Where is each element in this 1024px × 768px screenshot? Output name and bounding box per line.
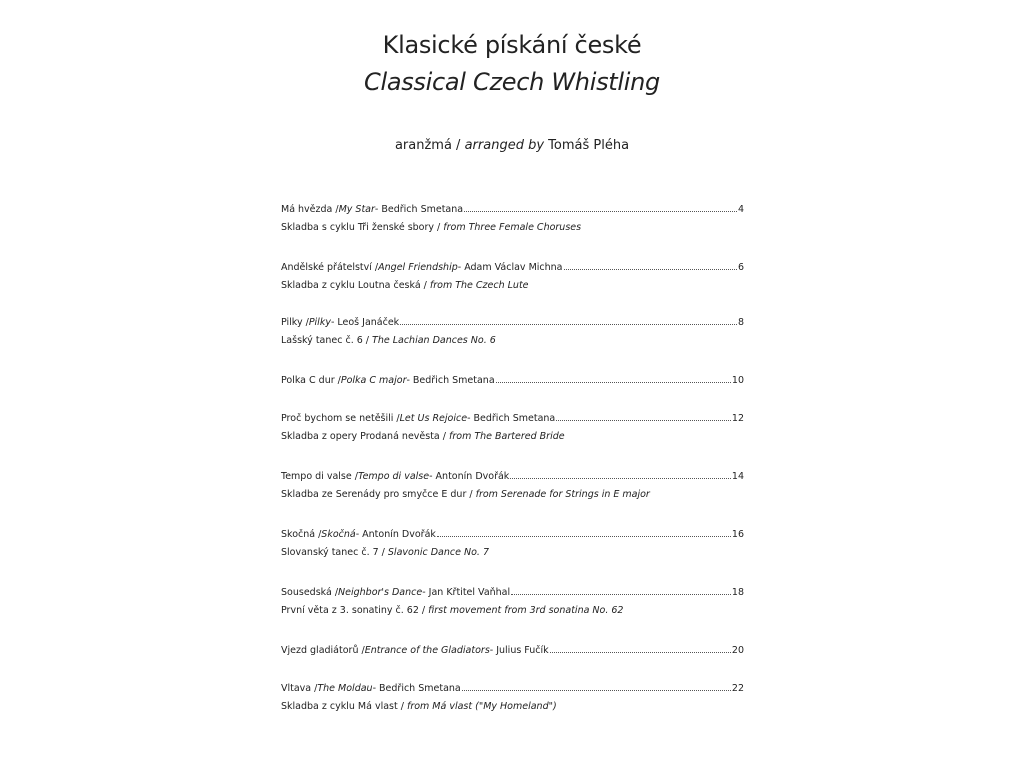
dot-leader bbox=[437, 536, 731, 537]
toc-composer: - Antonín Dvořák bbox=[429, 471, 510, 482]
toc-page-number: 22 bbox=[731, 683, 744, 694]
toc-title-line bbox=[281, 316, 744, 329]
dot-leader bbox=[464, 211, 737, 212]
toc-entry bbox=[281, 528, 744, 559]
toc-subtitle bbox=[281, 546, 744, 559]
toc-subtitle-czech: Skladba ze Serenády pro smyčce E dur / bbox=[281, 489, 476, 500]
toc-title-english: Skočná bbox=[321, 529, 356, 540]
toc-subtitle bbox=[281, 279, 744, 292]
toc-title-czech: Pilky / bbox=[281, 317, 309, 328]
toc-composer: - Adam Václav Michna bbox=[457, 262, 563, 273]
toc-page-number: 10 bbox=[731, 375, 744, 386]
toc-subtitle-czech: Skladba z cyklu Má vlast / bbox=[281, 701, 407, 712]
title-english: Classical Czech Whistling bbox=[364, 68, 660, 96]
toc-title-line bbox=[281, 528, 744, 541]
toc-page-number: 6 bbox=[737, 262, 744, 273]
toc-title-english: Let Us Rejoice bbox=[399, 413, 468, 424]
toc-subtitle bbox=[281, 700, 744, 713]
toc-subtitle-czech: Skladba z cyklu Loutna česká / bbox=[281, 280, 430, 291]
toc-title-czech: Vjezd gladiátorů / bbox=[281, 645, 365, 656]
toc-page-number: 12 bbox=[731, 413, 744, 424]
toc-subtitle bbox=[281, 488, 744, 501]
toc-page-number: 4 bbox=[737, 204, 744, 215]
toc-title-line bbox=[281, 261, 744, 274]
toc-subtitle-czech: První věta z 3. sonatiny č. 62 / bbox=[281, 605, 429, 616]
toc-title-english: Angel Friendship bbox=[378, 262, 458, 273]
toc-subtitle-czech: Slovanský tanec č. 7 / bbox=[281, 547, 388, 558]
toc-title-line bbox=[281, 644, 744, 657]
toc-title-english: Entrance of the Gladiators bbox=[364, 645, 490, 656]
toc-entry bbox=[281, 470, 744, 501]
toc-subtitle-english: from The Czech Lute bbox=[429, 280, 529, 291]
toc-subtitle-czech: Skladba s cyklu Tři ženské sbory / bbox=[281, 222, 444, 233]
toc-entry bbox=[281, 412, 744, 443]
title-czech: Klasické pískání české bbox=[382, 31, 642, 59]
arranger-label-english: arranged by bbox=[464, 138, 545, 153]
toc-composer: - Julius Fučík bbox=[489, 645, 549, 656]
toc-subtitle-english: from Má vlast ("My Homeland") bbox=[406, 701, 557, 712]
toc-entry bbox=[281, 203, 744, 234]
toc-page-number: 20 bbox=[731, 645, 744, 656]
toc-page-number: 18 bbox=[731, 587, 744, 598]
toc-title-english: The Moldau bbox=[317, 683, 373, 694]
toc-title-czech: Andělské přátelství / bbox=[281, 262, 379, 273]
toc-subtitle bbox=[281, 430, 744, 443]
toc-subtitle-czech: Lašský tanec č. 6 / bbox=[281, 335, 373, 346]
toc-subtitle-english: Slavonic Dance No. 7 bbox=[387, 547, 489, 558]
toc-title-line bbox=[281, 412, 744, 425]
toc-composer: - Leoš Janáček bbox=[330, 317, 400, 328]
toc-entry bbox=[281, 586, 744, 617]
toc-title-czech: Polka C dur / bbox=[281, 375, 341, 386]
toc-entry bbox=[281, 644, 744, 657]
dot-leader bbox=[400, 324, 737, 325]
toc-title-czech: Skočná / bbox=[281, 529, 322, 540]
toc-entry bbox=[281, 682, 744, 713]
toc-title-czech: Vltava / bbox=[281, 683, 318, 694]
toc-title-line bbox=[281, 682, 744, 695]
toc-subtitle-english: from Serenade for Strings in E major bbox=[475, 489, 650, 500]
toc-composer: - Bedřich Smetana bbox=[467, 413, 556, 424]
toc-entry bbox=[281, 316, 744, 347]
dot-leader bbox=[556, 420, 731, 421]
toc-page-number: 16 bbox=[731, 529, 744, 540]
toc-title-line bbox=[281, 203, 744, 216]
arranger-line bbox=[0, 137, 1024, 155]
toc-title-english: Polka C major bbox=[340, 375, 407, 386]
toc-title-czech: Má hvězda / bbox=[281, 204, 339, 215]
toc-composer: - Antonín Dvořák bbox=[355, 529, 436, 540]
toc-title-czech: Sousedská / bbox=[281, 587, 339, 598]
toc-subtitle bbox=[281, 334, 744, 347]
toc-title-english: Pilky bbox=[308, 317, 331, 328]
toc-title-line bbox=[281, 470, 744, 483]
arranger-name: Tomáš Pléha bbox=[544, 138, 630, 153]
toc-page-number: 14 bbox=[731, 471, 744, 482]
toc-subtitle-english: The Lachian Dances No. 6 bbox=[372, 335, 496, 346]
toc-composer: - Bedřich Smetana bbox=[406, 375, 495, 386]
dot-leader bbox=[511, 594, 731, 595]
toc-composer: - Jan Křtitel Vaňhal bbox=[422, 587, 511, 598]
toc-subtitle-czech: Skladba z opery Prodaná nevěsta / bbox=[281, 431, 449, 442]
toc-title-line bbox=[281, 374, 744, 387]
dot-leader bbox=[462, 690, 731, 691]
toc-composer: - Bedřich Smetana bbox=[372, 683, 461, 694]
dot-leader bbox=[510, 478, 731, 479]
dot-leader bbox=[496, 382, 731, 383]
toc-title-line bbox=[281, 586, 744, 599]
toc-page-number: 8 bbox=[737, 317, 744, 328]
toc-subtitle-english: first movement from 3rd sonatina No. 62 bbox=[428, 605, 624, 616]
arranger-label-czech: aranžmá / bbox=[394, 138, 465, 153]
toc-title-english: Tempo di valse bbox=[357, 471, 430, 482]
toc-title-english: Neighbor's Dance bbox=[338, 587, 423, 598]
toc-entry bbox=[281, 261, 744, 292]
toc-composer: - Bedřich Smetana bbox=[374, 204, 464, 215]
toc-entry bbox=[281, 374, 744, 387]
toc-subtitle bbox=[281, 221, 744, 234]
toc-subtitle-english: from The Bartered Bride bbox=[449, 431, 565, 442]
toc-title-czech: Proč bychom se netěšili / bbox=[281, 413, 400, 424]
dot-leader bbox=[564, 269, 737, 270]
dot-leader bbox=[550, 652, 731, 653]
toc-title-czech: Tempo di valse / bbox=[281, 471, 358, 482]
toc-subtitle bbox=[281, 604, 744, 617]
toc-subtitle-english: from Three Female Choruses bbox=[443, 222, 582, 233]
toc-title-english: My Star bbox=[338, 204, 375, 215]
